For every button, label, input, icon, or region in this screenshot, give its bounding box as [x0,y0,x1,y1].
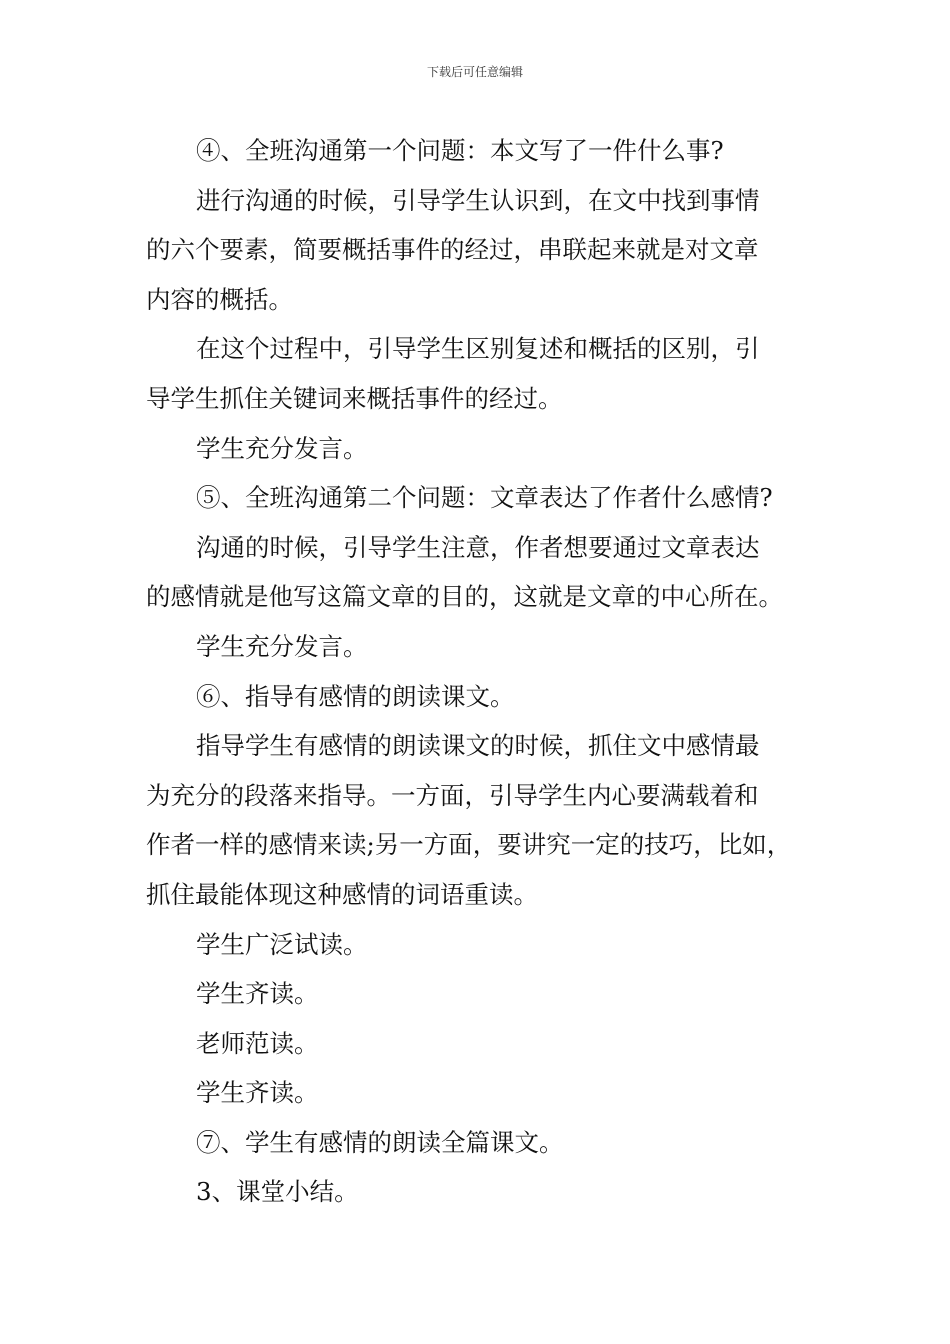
text-line: ⑦、学生有感情的朗读全篇课文。 [196,1127,564,1157]
text-line: ⑥、指导有感情的朗读课文。 [196,681,515,711]
text-line: 的六个要素，简要概括事件的经过，串联起来就是对文章 [146,235,759,265]
text-line: ⑤、全班沟通第二个问题：文章表达了作者什么感情? [196,483,773,513]
text-line: 学生充分发言。 [196,433,368,463]
text-line: 学生齐读。 [196,1078,319,1108]
text-line: 的感情就是他写这篇文章的目的，这就是文章的中心所在。 [146,582,783,612]
text-line: 学生充分发言。 [196,631,368,661]
text-line: 内容的概括。 [146,284,293,314]
text-line: 学生广泛试读。 [196,929,368,959]
text-line: 作者一样的感情来读;另一方面，要讲究一定的技巧，比如， [146,830,792,860]
text-line: 学生齐读。 [196,979,319,1009]
text-line: 抓住最能体现这种感情的词语重读。 [146,879,538,909]
text-line: ④、全班沟通第一个问题：本文写了一件什么事? [196,136,724,165]
text-line: 为充分的段落来指导。一方面，引导学生内心要满载着和 [146,780,759,810]
page-header: 下载后可任意编辑 [426,65,523,79]
document-body [146,126,826,1217]
text-line: 老师范读。 [196,1028,319,1058]
text-line: 沟通的时候，引导学生注意，作者想要通过文章表达 [196,532,760,562]
text-line: 指导学生有感情的朗读课文的时候，抓住文中感情最 [196,731,760,761]
text-line: 在这个过程中，引导学生区别复述和概括的区别，引 [196,334,760,364]
text-line: 3、课堂小结。 [196,1177,359,1207]
text-line: 进行沟通的时候，引导学生认识到，在文中找到事情 [196,185,760,215]
text-line: 导学生抓住关键词来概括事件的经过。 [146,383,563,413]
